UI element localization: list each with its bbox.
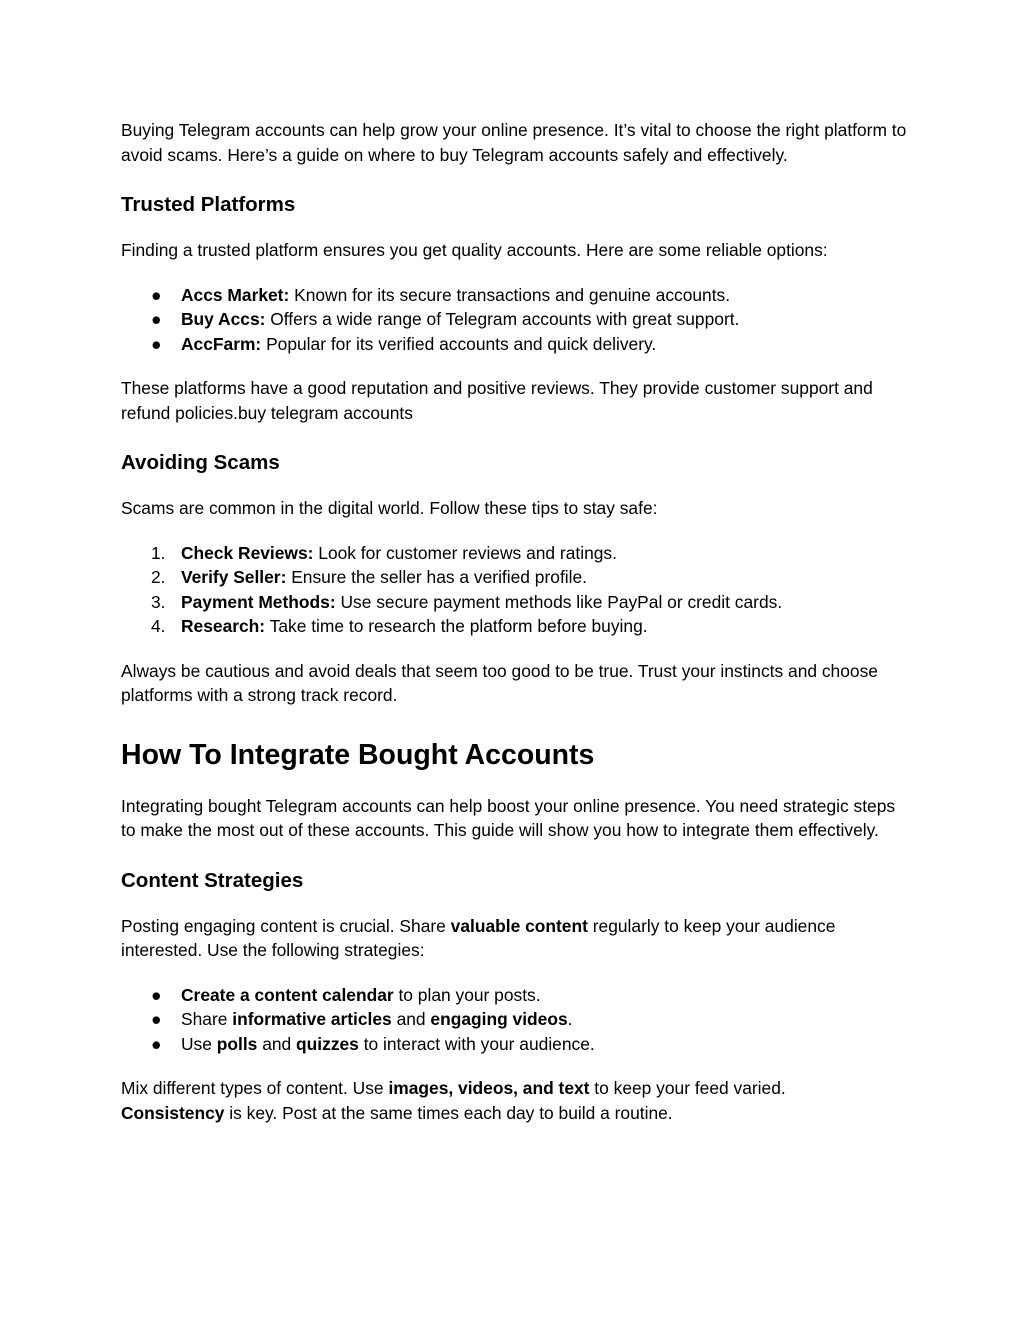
item-text: Offers a wide range of Telegram accounts with great support. [265, 309, 740, 329]
item-text: Ensure the seller has a verified profile. [286, 567, 588, 587]
bold-run: valuable content [450, 915, 588, 936]
list-item [121, 983, 911, 1008]
trusted-lead-paragraph: Finding a trusted platform ensures you get quality accounts. Here are some reliable options: [121, 240, 828, 260]
bullet-marker: ● [151, 309, 162, 329]
item-bold: Accs Market: [181, 284, 290, 305]
list-item [121, 565, 911, 590]
heading-trusted-platforms: Trusted Platforms [121, 193, 296, 216]
item-text: Share [181, 1009, 233, 1029]
list-item [121, 590, 911, 615]
list-item [121, 307, 911, 332]
avoiding-lead-paragraph: Scams are common in the digital world. Follow these tips to stay safe: [121, 498, 658, 518]
list-item [121, 283, 911, 308]
number-marker: 1. [151, 542, 166, 563]
trusted-platforms-list [121, 283, 911, 357]
bold-run: Consistency [121, 1102, 225, 1123]
item-bold: Research: [181, 616, 266, 636]
list-item [121, 1032, 911, 1057]
item-text: Known for its secure transactions and genuine accounts. [289, 284, 731, 305]
item-text: Look for customer reviews and ratings. [313, 542, 617, 563]
item-bold: Buy Accs: [181, 309, 266, 329]
item-bold: Payment Methods: [181, 591, 336, 612]
number-marker: 4. [151, 616, 166, 636]
item-bold: polls [216, 1033, 258, 1054]
item-text: to interact with your audience. [358, 1033, 595, 1054]
item-text: . [567, 1009, 573, 1029]
item-bold: AccFarm: [181, 333, 262, 354]
content-lead-paragraph [121, 914, 911, 963]
item-text: Use secure payment methods like PayPal or credit cards. [335, 591, 783, 612]
text-run: Mix different types of content. Use [121, 1078, 389, 1098]
text-run: regularly to keep your audience interested. Use the following strategies: [121, 915, 836, 960]
heading-content-strategies: Content Strategies [121, 868, 304, 892]
heading-avoiding-scams: Avoiding Scams [121, 451, 280, 474]
trusted-after-paragraph: These platforms have a good reputation and positive reviews. They provide customer support and refund policies.buy telegram accounts [121, 378, 873, 423]
item-bold: Check Reviews: [181, 542, 314, 563]
item-text: and [257, 1033, 297, 1054]
bullet-marker: ● [151, 984, 162, 1005]
content-mix-paragraph [121, 1076, 911, 1125]
text-run: is key. Post at the same times each day to build a routine. [224, 1102, 673, 1123]
text-run: Posting engaging content is crucial. Share [121, 915, 451, 936]
item-bold: informative articles [232, 1009, 392, 1029]
item-text: Take time to research the platform before buying. [265, 616, 648, 636]
bullet-marker: ● [151, 333, 162, 354]
list-item [121, 614, 911, 639]
item-text: to plan your posts. [393, 984, 541, 1005]
avoiding-scams-list [121, 541, 911, 639]
item-bold: Verify Seller: [181, 567, 287, 587]
list-item [121, 541, 911, 566]
document-page [121, 118, 911, 1125]
heading-integrate-accounts: How To Integrate Bought Accounts [121, 738, 595, 771]
number-marker: 3. [151, 591, 166, 612]
integrate-lead-paragraph: Integrating bought Telegram accounts can help boost your online presence. You need strategic steps to make the most out of these accounts. This guide will show you how to integrate them effectively. [121, 795, 896, 840]
bullet-marker: ● [151, 1009, 162, 1029]
item-bold: Create a content calendar [181, 984, 394, 1005]
item-text: and [391, 1009, 431, 1029]
bold-run: images, videos, and text [388, 1078, 590, 1098]
item-bold: quizzes [296, 1033, 359, 1054]
text-run: to keep your feed varied. [589, 1078, 786, 1098]
item-text: Popular for its verified accounts and quick delivery. [261, 333, 657, 354]
bullet-marker: ● [151, 1033, 162, 1054]
item-text: Use [181, 1033, 217, 1054]
number-marker: 2. [151, 567, 166, 587]
content-strategies-list [121, 983, 911, 1057]
list-item [121, 1007, 911, 1032]
bullet-marker: ● [151, 284, 162, 305]
list-item [121, 332, 911, 357]
avoiding-after-paragraph: Always be cautious and avoid deals that seem too good to be true. Trust your instincts and choose platforms with a strong track record. [121, 660, 878, 705]
item-bold: engaging videos [430, 1009, 568, 1029]
intro-paragraph: Buying Telegram accounts can help grow your online presence. It’s vital to choose the right platform to avoid scams. Here’s a guide on where to buy Telegram accounts safely and effectively. [121, 120, 907, 165]
